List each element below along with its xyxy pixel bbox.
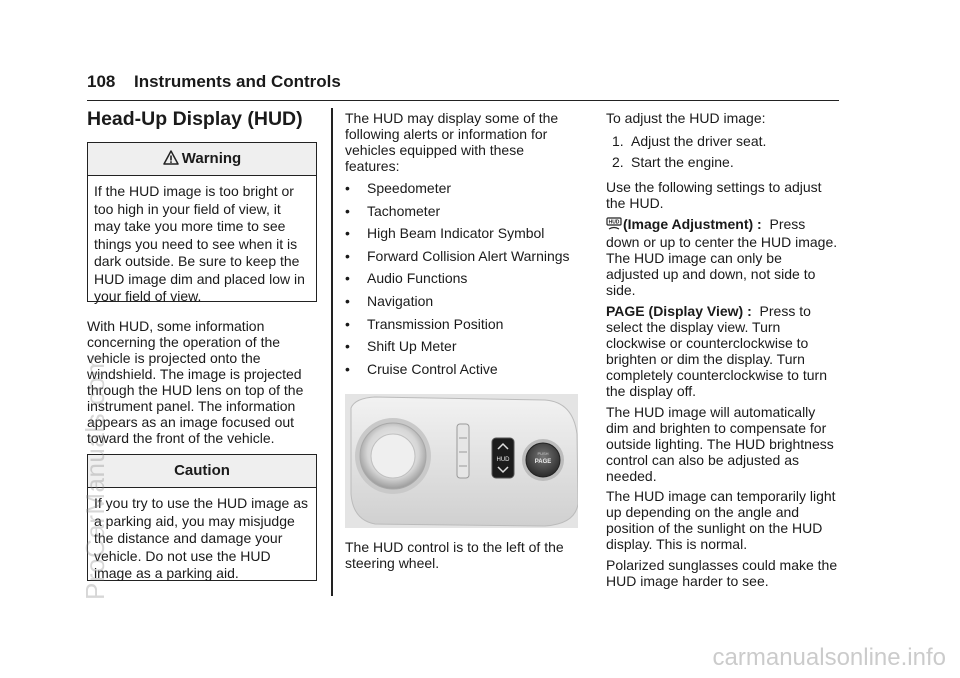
bullet: •	[345, 202, 350, 219]
hud-button-label: HUD	[496, 457, 510, 463]
display-view-text: Press to select the display view. Turn clockwise or counterclockwise to brighten or dim the display. Turn completely counterclockwise to turn the display off.	[606, 303, 827, 399]
bullet: •	[345, 292, 350, 309]
list-item: • Audio Functions	[345, 270, 468, 287]
side-watermark: ProCarManuals.com	[80, 354, 110, 600]
push-label: PUSH	[537, 451, 549, 456]
bullet: •	[345, 270, 350, 287]
section-title: Instruments and Controls	[134, 72, 341, 91]
display-view-term: PAGE (Display View) :	[606, 303, 752, 319]
adjust-steps	[612, 133, 766, 175]
alerts-intro: The HUD may display some of the following alerts or information for vehicles equipped with these features:	[345, 110, 559, 174]
display-view-paragraph	[606, 303, 838, 399]
image-adjustment-term: (Image Adjustment) :	[623, 216, 762, 232]
adjust-intro: To adjust the HUD image:	[606, 110, 766, 126]
caution-box	[87, 454, 317, 581]
sunlight-paragraph: The HUD image can temporarily light up depending on the angle and position of the sunlight on the HUD display. This is normal.	[606, 488, 836, 552]
list-item: • Cruise Control Active	[345, 360, 498, 377]
column-divider	[331, 108, 333, 596]
image-adjustment-paragraph	[606, 216, 838, 298]
page-title: Head-Up Display (HUD)	[87, 108, 303, 130]
list-item: • Transmission Position	[345, 315, 504, 332]
bullet: •	[345, 360, 350, 377]
caution-header: Caution	[88, 455, 316, 488]
warning-text: If the HUD image is too bright or too high in your field of view, it may take you more time to see things you need to see when it is dark outside. Be sure to keep the HUD image dim and placed low in your field of view.	[94, 183, 305, 304]
auto-dim-paragraph: The HUD image will automatically dim and brighten to compensate for outside lighting. The HUD brightness control can also be adjusted as needed.	[606, 404, 834, 484]
svg-text:HUD: HUD	[608, 219, 620, 226]
list-item: • Tachometer	[345, 202, 441, 219]
warning-icon	[163, 146, 179, 178]
sunglasses-paragraph: Polarized sunglasses could make the HUD image harder to see.	[606, 557, 838, 589]
feature-list	[345, 180, 585, 383]
hud-icon	[606, 217, 622, 234]
list-item: • High Beam Indicator Symbol	[345, 225, 545, 242]
hud-control-photo	[345, 394, 578, 528]
list-item: • Shift Up Meter	[345, 338, 457, 355]
footer-watermark: carmanualsonline.info	[712, 644, 946, 671]
bullet: •	[345, 315, 350, 332]
page-knob-label: PAGE	[534, 459, 552, 465]
warning-header	[88, 143, 316, 176]
bullet: •	[345, 247, 350, 264]
warning-label: Warning	[181, 150, 242, 167]
warning-box	[87, 142, 317, 302]
caution-text: If you try to use the HUD image as a parking aid, you may misjudge the distance and damage your vehicle. Do not use the HUD image as a parking aid.	[94, 495, 308, 581]
intro-paragraph: With HUD, some information concerning the operation of the vehicle is projected onto the windshield. The image is projected through the HUD lens on top of the instrument panel. The information appears as an image focused out toward the front of the vehicle.	[87, 318, 304, 446]
bullet: •	[345, 225, 350, 242]
control-location: The HUD control is to the left of the steering wheel.	[345, 539, 564, 571]
list-item: • Forward Collision Alert Warnings	[345, 247, 570, 264]
image-adjustment-text: Press down or up to center the HUD image. The HUD image can only be adjusted up and down, not side to side.	[606, 216, 838, 298]
list-item: 2. Start the engine.	[612, 154, 734, 170]
bullet: •	[345, 180, 350, 196]
list-item: • Navigation	[345, 292, 434, 309]
page-header	[87, 70, 839, 101]
list-item: • Speedometer	[345, 180, 452, 196]
list-item: 1. Adjust the driver seat.	[612, 133, 767, 149]
settings-intro: Use the following settings to adjust the HUD.	[606, 179, 822, 211]
bullet: •	[345, 338, 350, 355]
page-number: 108	[87, 72, 116, 91]
